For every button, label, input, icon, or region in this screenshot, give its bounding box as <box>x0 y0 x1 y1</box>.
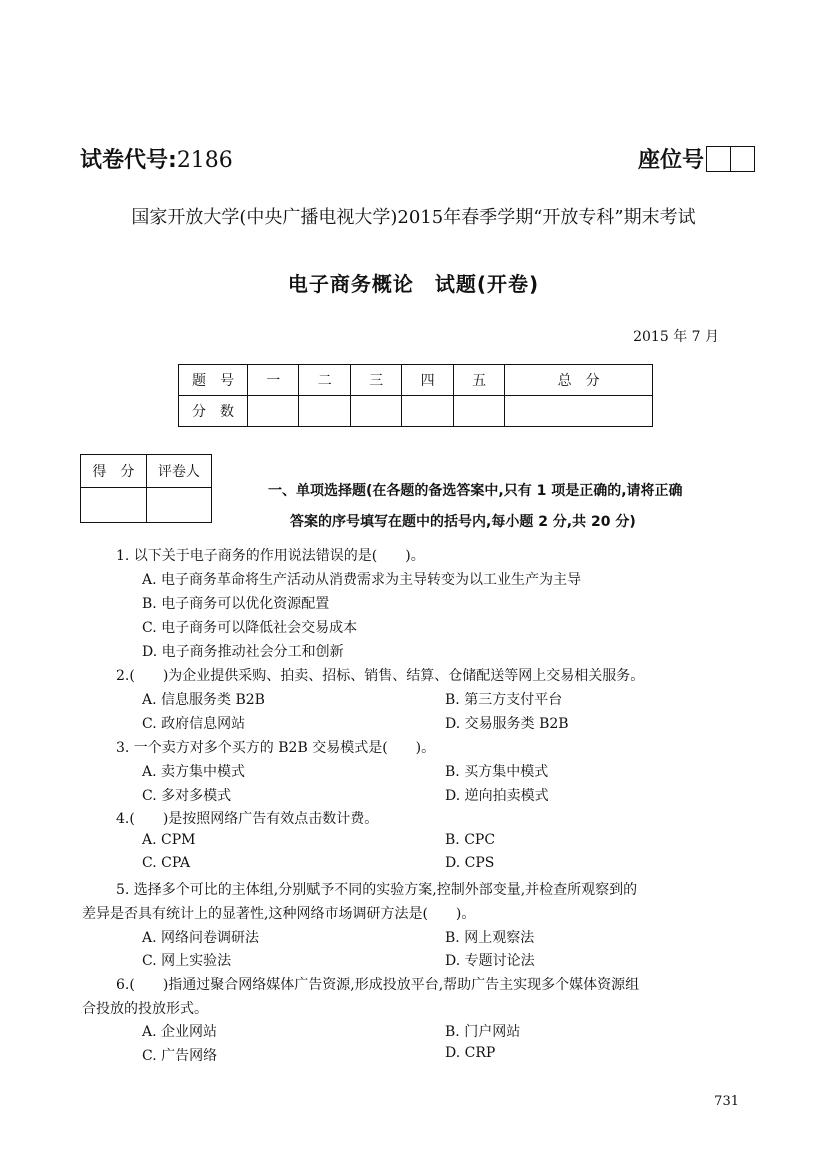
score-cell[interactable] <box>453 396 504 427</box>
seat-number-label: 座位号 <box>637 148 704 173</box>
question-3-option-b: B. 买方集中模式 <box>445 764 549 780</box>
question-6-stem-line1: 6.( )指通过聚合网络媒体广告资源,形成投放平台,帮助广告主实现多个媒体资源组 <box>116 977 640 993</box>
score-cell[interactable] <box>299 396 350 427</box>
question-1-option-b: B. 电子商务可以优化资源配置 <box>142 596 330 612</box>
score-table-header-cell: 四 <box>402 365 453 396</box>
score-table <box>178 364 653 427</box>
grader-score-cell[interactable] <box>81 488 147 523</box>
score-table-header-cell: 五 <box>453 365 504 396</box>
question-2-option-c: C. 政府信息网站 <box>142 716 246 732</box>
exam-code-value: 2186 <box>176 148 233 173</box>
section-heading-line2: 答案的序号填写在题中的括号内,每小题 2 分,共 20 分) <box>290 514 636 530</box>
question-4-option-b: B. CPC <box>445 832 496 848</box>
seat-box-2[interactable] <box>730 147 754 171</box>
question-5-option-b: B. 网上观察法 <box>445 930 535 946</box>
score-table-header-cell: 题 号 <box>179 365 248 396</box>
question-2-option-a: A. 信息服务类 B2B <box>142 692 265 708</box>
score-cell[interactable] <box>248 396 299 427</box>
question-5-stem-line2: 差异是否具有统计上的显著性,这种网络市场调研方法是( )。 <box>82 906 476 922</box>
exam-code-label: 试卷代号: <box>80 148 177 173</box>
section-heading-line1: 一、单项选择题(在各题的备选答案中,只有 1 项是正确的,请将正确 <box>268 483 683 499</box>
grader-table <box>80 454 212 523</box>
question-5-option-a: A. 网络问卷调研法 <box>142 930 260 946</box>
score-cell[interactable] <box>350 396 401 427</box>
grader-name-cell[interactable] <box>146 488 211 523</box>
seat-number-boxes[interactable] <box>706 146 755 172</box>
question-5-stem-line1: 5. 选择多个可比的主体组,分别赋予不同的实验方案,控制外部变量,并检查所观察到的 <box>116 882 638 898</box>
score-table-header-cell: 总 分 <box>505 365 653 396</box>
question-5-option-c: C. 网上实验法 <box>142 953 232 969</box>
paper-title: 电子商务概论 试题(开卷) <box>287 272 540 296</box>
question-3-option-a: A. 卖方集中模式 <box>142 764 246 780</box>
seat-number <box>638 143 755 174</box>
question-4-option-d: D. CPS <box>445 855 495 871</box>
question-1-option-c: C. 电子商务可以降低社会交易成本 <box>142 620 358 636</box>
question-5-option-d: D. 专题讨论法 <box>445 953 535 969</box>
exam-code <box>80 143 233 174</box>
grader-score-label: 得 分 <box>81 455 147 488</box>
score-row-label: 分 数 <box>179 396 248 427</box>
question-1-option-d: D. 电子商务推动社会分工和创新 <box>142 644 344 660</box>
question-3-option-c: C. 多对多模式 <box>142 788 232 804</box>
question-6-option-a: A. 企业网站 <box>142 1024 218 1040</box>
score-table-header-row <box>179 365 653 396</box>
seat-box-1[interactable] <box>707 147 730 171</box>
score-table-header-cell: 三 <box>350 365 401 396</box>
question-4-option-a: A. CPM <box>142 832 196 848</box>
score-table-header-cell: 二 <box>299 365 350 396</box>
score-table-header-cell: 一 <box>248 365 299 396</box>
question-2-stem: 2.( )为企业提供采购、拍卖、招标、销售、结算、仓储配送等网上交易相关服务。 <box>116 668 645 684</box>
grader-name-label: 评卷人 <box>146 455 211 488</box>
question-1-stem: 1. 以下关于电子商务的作用说法错误的是( )。 <box>116 548 425 564</box>
question-6-option-b: B. 门户网站 <box>445 1024 521 1040</box>
score-table-score-row <box>179 396 653 427</box>
score-cell[interactable] <box>402 396 453 427</box>
question-3-option-d: D. 逆向拍卖模式 <box>445 788 549 804</box>
question-6-stem-line2: 合投放的投放形式。 <box>82 1001 208 1017</box>
question-4-option-c: C. CPA <box>142 855 191 871</box>
question-1-option-a: A. 电子商务革命将生产活动从消费需求为主导转变为以工业生产为主导 <box>142 572 582 588</box>
question-6-option-d: D. CRP <box>445 1045 496 1061</box>
page-number: 731 <box>714 1094 739 1109</box>
question-2-option-b: B. 第三方支付平台 <box>445 692 563 708</box>
question-2-option-d: D. 交易服务类 B2B <box>445 716 569 732</box>
question-3-stem: 3. 一个卖方对多个买方的 B2B 交易模式是( )。 <box>116 740 436 756</box>
question-4-stem: 4.( )是按照网络广告有效点击数计费。 <box>116 811 379 827</box>
exam-date: 2015 年 7 月 <box>633 329 719 345</box>
exam-title: 国家开放大学(中央广播电视大学)2015年春季学期“开放专科”期末考试 <box>131 207 696 228</box>
question-6-option-c: C. 广告网络 <box>142 1048 218 1064</box>
score-cell[interactable] <box>505 396 653 427</box>
